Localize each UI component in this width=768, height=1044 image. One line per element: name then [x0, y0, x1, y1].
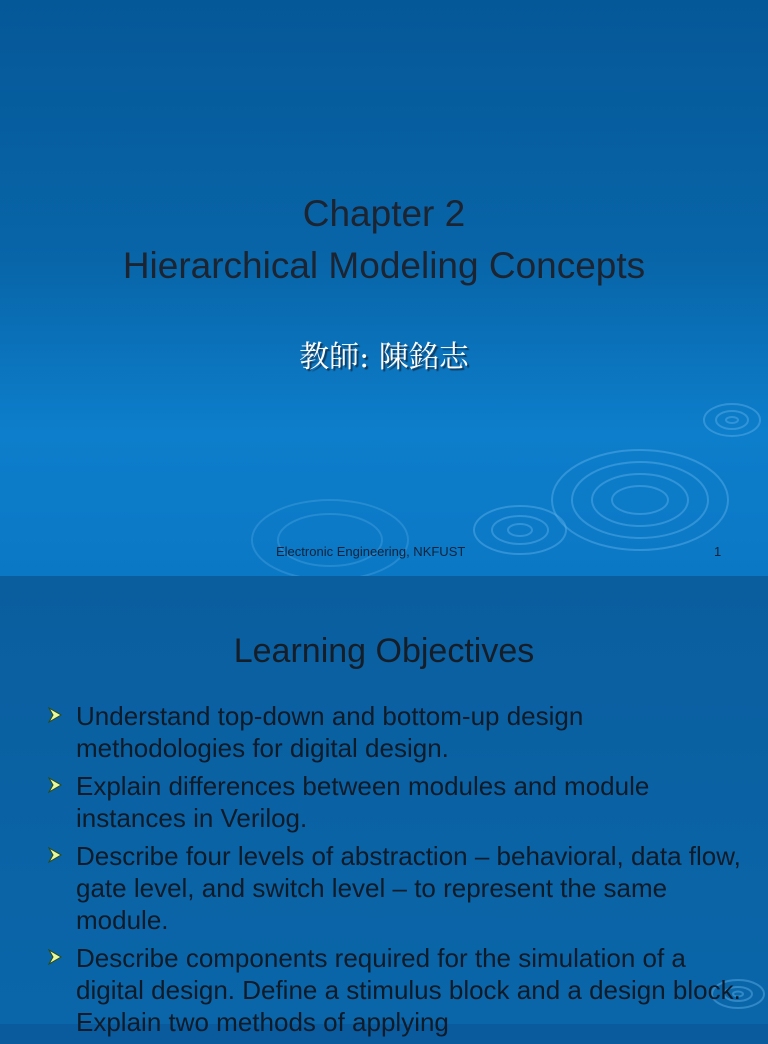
bullet-text: Describe four levels of abstraction – behavioral, data flow, gate level, and switch level – to represent the same module. — [76, 841, 741, 935]
page-number: 1 — [714, 544, 722, 559]
title-line-1: Chapter 2 — [302, 193, 466, 234]
title-line-2: Hierarchical Modeling Concepts — [122, 245, 646, 286]
list-item — [48, 840, 748, 936]
slide-footer: Electronic Engineering, NKFUST — [276, 544, 466, 559]
bullet-text: Describe components required for the simulation of a digital design. Define a stimulus block and a design block. Explain two methods of applying — [76, 943, 741, 1037]
arrow-bullet-icon — [48, 777, 62, 793]
arrow-bullet-icon — [48, 707, 62, 723]
teacher-name: 教師: 陳銘志 — [299, 340, 469, 375]
list-item — [48, 770, 748, 834]
arrow-bullet-icon — [48, 949, 62, 965]
arrow-bullet-icon — [48, 847, 62, 863]
list-item — [48, 700, 748, 764]
slide-title-objectives: Learning Objectives — [233, 632, 535, 670]
bullet-text: Explain differences between modules and module instances in Verilog. — [76, 771, 650, 833]
slide-title — [0, 188, 768, 292]
objectives-list — [48, 700, 748, 1044]
bullet-text: Understand top-down and bottom-up design methodologies for digital design. — [76, 701, 584, 763]
